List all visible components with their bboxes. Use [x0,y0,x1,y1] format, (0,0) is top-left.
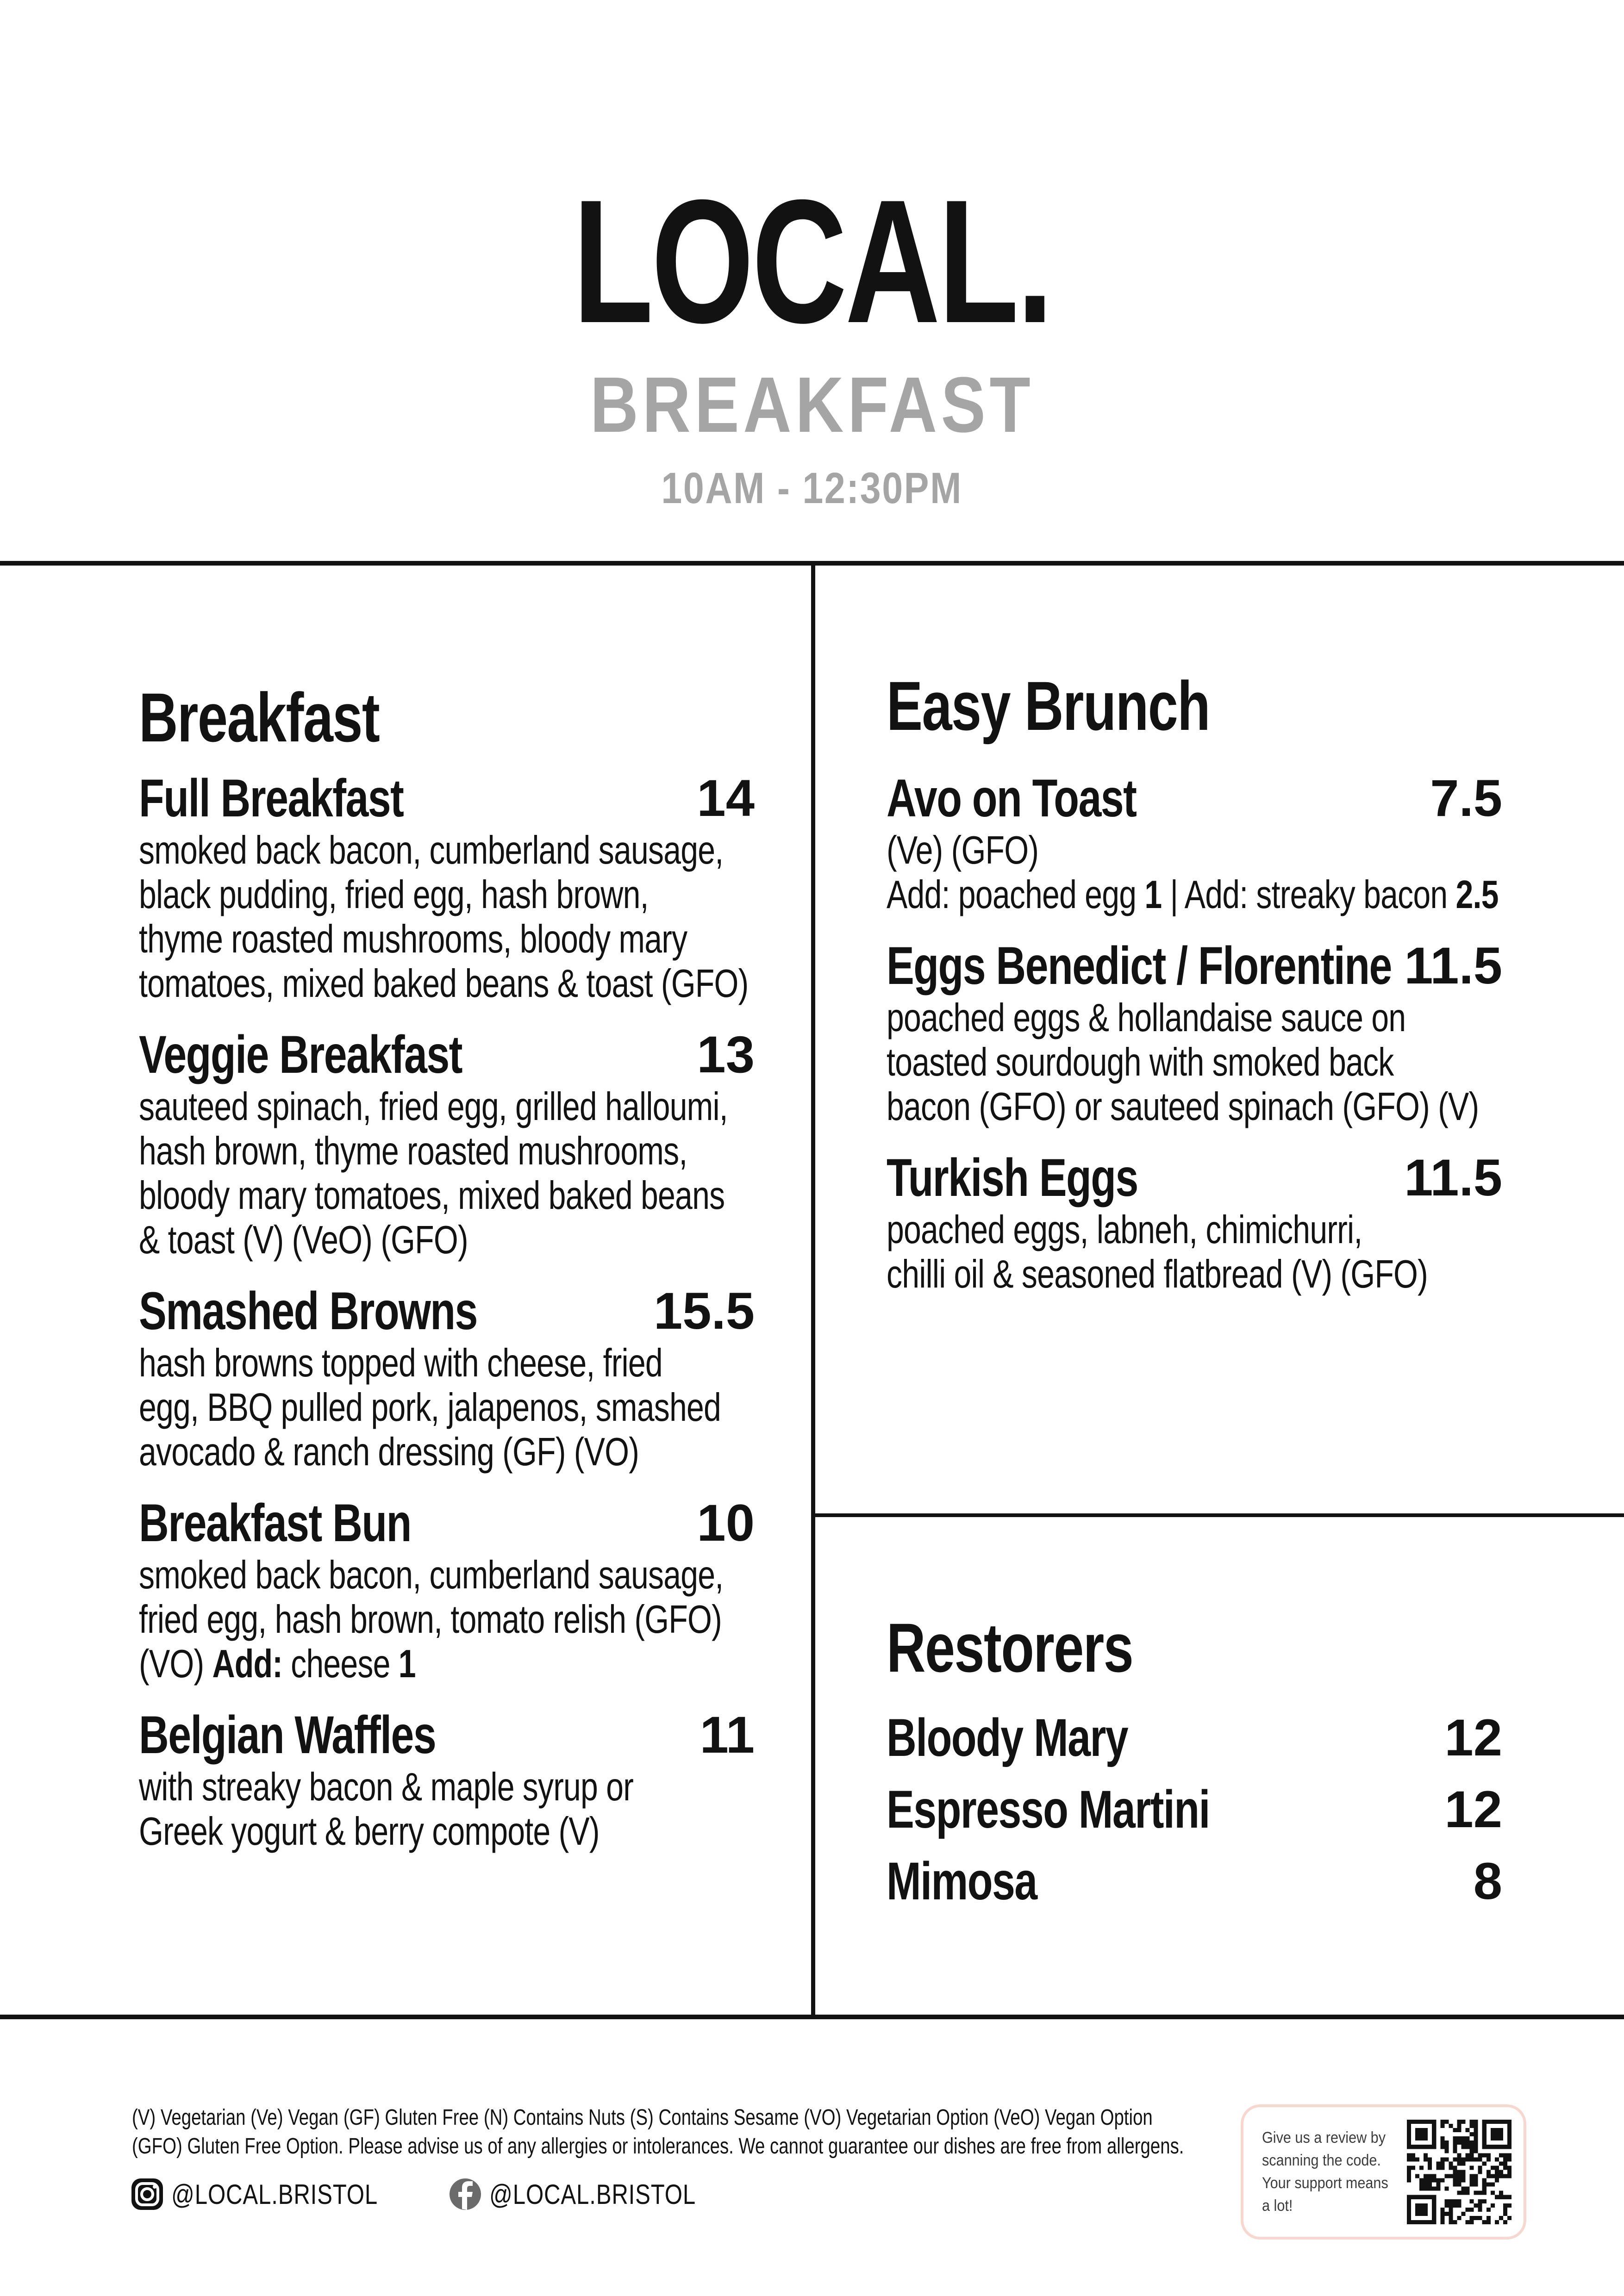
section-items [887,768,1502,1297]
menu-item-row [887,1780,1502,1840]
item-name: Smashed Browns [139,1282,477,1341]
review-card-line: Your support means [1262,2174,1388,2192]
serving-hours-text: 10AM - 12:30PM [661,464,963,513]
item-price: 10 [697,1494,755,1552]
item-description-line: chilli oil & seasoned flatbread (V) (GFO) [887,1252,1428,1296]
menu-item-row [139,1705,755,1765]
item-description [139,1085,755,1263]
item-name: Breakfast Bun [139,1493,411,1553]
menu-item [139,768,755,1006]
item-description-line: egg, BBQ pulled pork, jalapenos, smashed [139,1386,721,1430]
item-price: 13 [697,1026,755,1083]
section-title-text: Breakfast [139,678,380,756]
instagram-handle: @LOCAL.BRISTOL [171,2178,378,2210]
menu-item-row [887,768,1502,828]
item-description-line: poached eggs & hollandaise sauce on [887,996,1406,1040]
section-restorers [887,1608,1502,1911]
serving-hours [0,464,1624,513]
section-breakfast [139,678,755,1854]
item-description-line: (Ve) (GFO) [887,828,1039,872]
item-name: Eggs Benedict / Florentine [887,936,1392,996]
item-description-line: smoked back bacon, cumberland sausage, [139,828,724,872]
item-description-line: with streaky bacon & maple syrup or [139,1765,634,1809]
item-description-line: hash browns topped with cheese, fried [139,1341,662,1385]
item-description-line: hash brown, thyme roasted mushrooms, [139,1129,687,1173]
facebook-icon [449,2178,482,2211]
item-description-line: smoked back bacon, cumberland sausage, [139,1553,724,1597]
item-name: Bloody Mary [887,1708,1128,1767]
item-description-line: tomatoes, mixed baked beans & toast (GFO) [139,962,749,1006]
facebook-handle: @LOCAL.BRISTOL [489,2178,696,2210]
menu-item [887,936,1502,1129]
brand-title [0,163,1624,360]
menu-subtitle [0,361,1624,449]
divider-bottom [0,2015,1624,2019]
section-title [139,678,755,757]
review-card-line: scanning the code. [1262,2152,1381,2169]
item-name: Full Breakfast [139,769,404,828]
item-description-line: (VO) Add: cheese 1 [139,1642,416,1686]
menu-header [0,0,1624,513]
menu-subtitle-text: BREAKFAST [590,361,1034,449]
item-description-line: black pudding, fried egg, hash brown, [139,873,649,917]
brand-title-text: LOCAL. [573,163,1051,360]
item-description [887,828,1502,917]
menu-item [139,1025,755,1263]
item-description-line: fried egg, hash brown, tomato relish (GFO) [139,1598,722,1642]
item-description-line: thyme roasted mushrooms, bloody mary [139,917,687,961]
menu-item-row [139,1493,755,1553]
item-price: 15.5 [654,1282,755,1340]
menu-item-row [139,1281,755,1341]
item-description [887,1208,1502,1297]
section-title [887,666,1502,745]
item-price: 12 [1444,1780,1502,1838]
review-card [1241,2104,1526,2240]
qr-code [1407,2120,1512,2224]
instagram-icon [131,2178,164,2211]
menu-item [887,768,1502,917]
item-description-line: poached eggs, labneh, chimichurri, [887,1208,1362,1252]
item-description [139,1765,755,1854]
menu-item-row [887,936,1502,996]
menu-item-row [887,1708,1502,1768]
menu-item [887,1851,1502,1911]
menu-item [139,1281,755,1475]
review-card-text [1262,2127,1401,2217]
facebook-pair [449,2178,741,2211]
item-description [139,828,755,1006]
item-price: 8 [1473,1852,1502,1910]
menu-item [139,1493,755,1686]
section-title-text: Restorers [887,1609,1133,1686]
item-description-line: sauteed spinach, fried egg, grilled halloumi, [139,1085,728,1129]
menu-item-row [139,768,755,828]
item-price: 11 [700,1706,755,1764]
item-price: 14 [697,769,755,827]
section-items [887,1708,1502,1911]
item-description-line: bacon (GFO) or sauteed spinach (GFO) (V) [887,1085,1479,1129]
social-row [131,2178,741,2211]
item-price: 11.5 [1404,1149,1502,1207]
item-description-line: Add: poached egg 1 | Add: streaky bacon 2.5 [887,873,1499,917]
item-description-line: bloody mary tomatoes, mixed baked beans [139,1174,725,1218]
item-description-line: avocado & ranch dressing (GF) (VO) [139,1430,639,1474]
item-description [887,996,1502,1129]
divider-vertical [811,561,815,2019]
item-price: 11.5 [1404,937,1502,995]
menu-item-row [887,1851,1502,1911]
item-description [139,1341,755,1475]
instagram-pair [131,2178,423,2211]
divider-right-column [811,1513,1624,1517]
item-name: Espresso Martini [887,1780,1210,1839]
menu-item-row [139,1025,755,1085]
item-name: Veggie Breakfast [139,1025,462,1084]
item-name: Avo on Toast [887,769,1137,828]
item-price: 12 [1444,1709,1502,1767]
allergen-line-text: (GFO) Gluten Free Option. Please advise us of any allergies or intolerances. We cannot guarantee our dishes are free from allergens. [132,2134,1184,2159]
review-card-line: a lot! [1262,2197,1293,2215]
section-items [139,768,755,1854]
item-name: Turkish Eggs [887,1148,1138,1207]
menu-item [887,1708,1502,1768]
item-price: 7.5 [1430,769,1502,827]
item-description-line: Greek yogurt & berry compote (V) [139,1810,600,1854]
section-easy-brunch [887,666,1502,1297]
item-name: Mimosa [887,1852,1037,1911]
item-name: Belgian Waffles [139,1705,436,1765]
item-description-line: & toast (V) (VeO) (GFO) [139,1218,468,1262]
menu-item [139,1705,755,1854]
menu-item-row [887,1148,1502,1208]
review-card-line: Give us a review by [1262,2129,1386,2147]
menu-item [887,1148,1502,1297]
menu-item [887,1780,1502,1840]
item-description [139,1553,755,1686]
section-title [887,1608,1502,1687]
section-title-text: Easy Brunch [887,667,1210,745]
allergen-line-text: (V) Vegetarian (Ve) Vegan (GF) Gluten Free (N) Contains Nuts (S) Contains Sesame (VO) Vegetarian Option (VeO) Vegan Option [132,2105,1153,2130]
item-description-line: toasted sourdough with smoked back [887,1040,1394,1084]
